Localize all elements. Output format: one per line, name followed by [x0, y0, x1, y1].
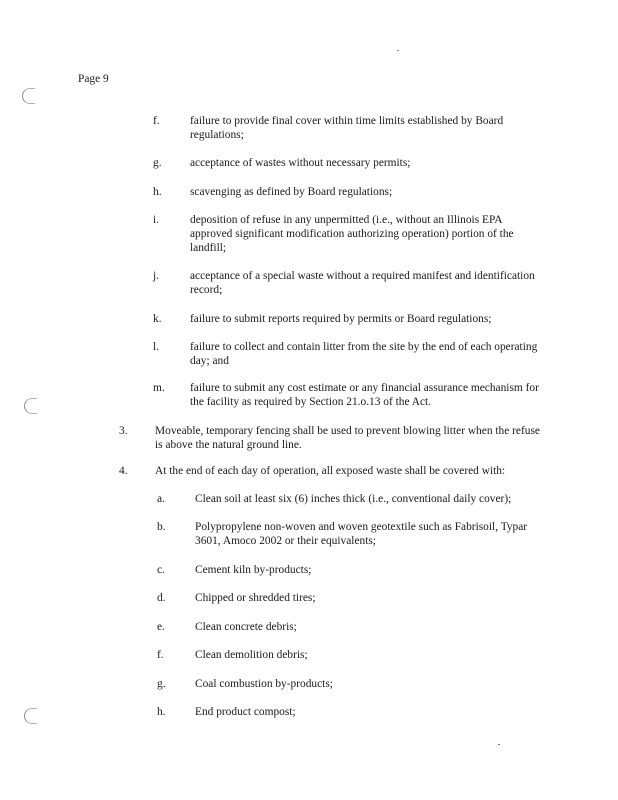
- item-text: failure to submit reports required by permits or Board regulations;: [190, 313, 492, 325]
- item-text: acceptance of a special waste without a required manifest and identification record;: [190, 270, 535, 296]
- scan-speck: [498, 744, 500, 745]
- item-label: d.: [157, 592, 166, 604]
- paragraph-text: At the end of each day of operation, all exposed waste shall be covered with:: [155, 465, 506, 477]
- item-label: k.: [153, 313, 162, 325]
- paragraph-number: 4.: [119, 465, 128, 477]
- item-text: Polypropylene non-woven and woven geotextile such as Fabrisoil, Typar 3601, Amoco 2002 or their equivalents;: [195, 521, 528, 547]
- item-label: f.: [153, 115, 160, 127]
- paragraph-text: Moveable, temporary fencing shall be used to prevent blowing litter when the refuse is above the natural ground line.: [155, 425, 540, 451]
- item-text: Clean demolition debris;: [195, 649, 308, 661]
- item-label: g.: [157, 678, 166, 690]
- item-text: failure to provide final cover within time limits established by Board regulations;: [190, 115, 504, 141]
- item-text: Cement kiln by-products;: [195, 564, 312, 576]
- item-text: Coal combustion by-products;: [195, 678, 333, 690]
- hole-punch-mark-middle: [24, 398, 37, 414]
- item-label: i.: [153, 214, 160, 226]
- item-label: e.: [157, 621, 165, 633]
- item-label: l.: [153, 341, 160, 353]
- item-label: g.: [153, 157, 162, 169]
- item-text: failure to submit any cost estimate or any financial assurance mechanism for the facility as required by Section 21.o.13 of the Act.: [190, 382, 539, 408]
- page-number: Page 9: [78, 73, 109, 85]
- item-text: Clean concrete debris;: [195, 621, 297, 633]
- item-text: acceptance of wastes without necessary permits;: [190, 157, 411, 169]
- hole-punch-mark-bottom: [24, 708, 37, 724]
- item-text: scavenging as defined by Board regulations;: [190, 186, 393, 198]
- paragraph-number: 3.: [119, 425, 128, 437]
- item-label: a.: [157, 493, 165, 505]
- item-text: failure to collect and contain litter from the site by the end of each operating day; and: [190, 341, 538, 367]
- scan-speck: [397, 50, 399, 51]
- item-text: Clean soil at least six (6) inches thick (i.e., conventional daily cover);: [195, 493, 512, 505]
- item-label: c.: [157, 564, 165, 576]
- item-label: b.: [157, 521, 166, 533]
- item-text: Chipped or shredded tires;: [195, 592, 316, 604]
- item-label: h.: [153, 186, 162, 198]
- hole-punch-mark-top: [22, 88, 35, 104]
- item-text: End product compost;: [195, 706, 296, 718]
- item-label: h.: [157, 706, 166, 718]
- item-label: f.: [157, 649, 164, 661]
- item-label: m.: [153, 382, 165, 394]
- item-label: j.: [153, 270, 160, 282]
- item-text: deposition of refuse in any unpermitted (i.e., without an Illinois EPA approved significant modification authorizing operation) portion of the landfill;: [190, 214, 514, 254]
